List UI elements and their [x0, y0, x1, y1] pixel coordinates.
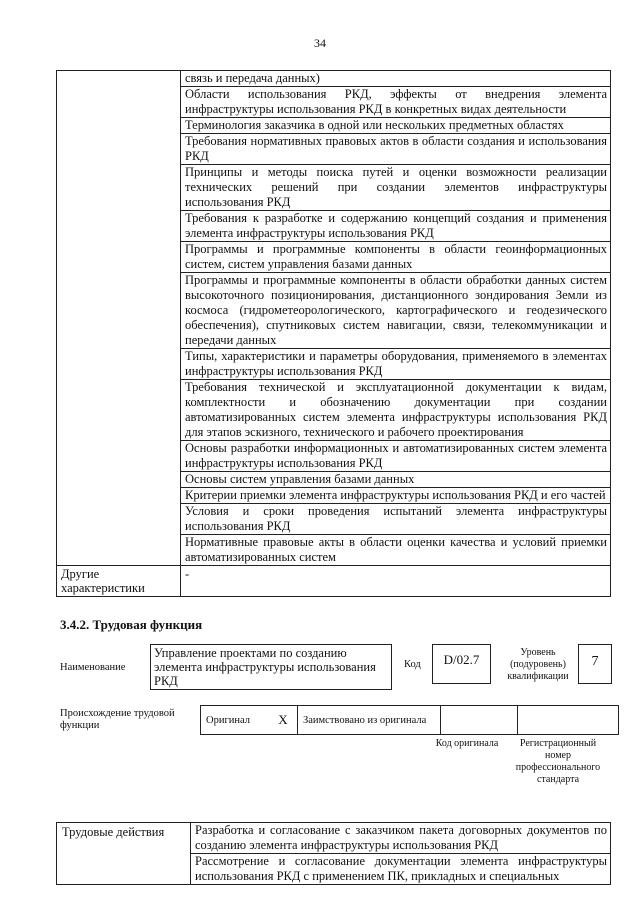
- original-mark: X: [269, 706, 298, 735]
- code-original-caption: Код оригинала: [435, 738, 499, 749]
- knowledge-item: Терминология заказчика в одной или нескольких предметных областях: [181, 118, 610, 134]
- knowledge-item: Основы систем управления базами данных: [181, 472, 610, 488]
- original-cell: Оригинал: [201, 706, 270, 735]
- other-characteristics-value: -: [181, 566, 611, 597]
- function-name-box: Управление проектами по созданию элемента инфраструктуры использования РКД: [150, 644, 392, 690]
- knowledge-label-cell: [57, 71, 181, 566]
- origin-label: Происхождение трудовой функции: [60, 708, 175, 731]
- page-number: 34: [314, 36, 326, 50]
- reg-number-caption: Регистрационный номер профессионального стандарта: [515, 738, 601, 785]
- knowledge-item: Условия и сроки проведения испытаний элемента инфраструктуры использования РКД: [181, 504, 610, 535]
- knowledge-item: Основы разработки информационных и автоматизированных систем элемента инфраструктуры использования РКД: [181, 441, 610, 472]
- name-label: Наименование: [60, 662, 126, 673]
- knowledge-list: [181, 71, 610, 565]
- function-code-box: D/02.7: [432, 644, 491, 684]
- knowledge-item: Программы и программные компоненты в области геоинформационных систем, систем управления базами данных: [181, 242, 610, 273]
- knowledge-item: Требования нормативных правовых актов в области создания и использования РКД: [181, 134, 610, 165]
- origin-row: [201, 706, 619, 735]
- knowledge-item: Принципы и методы поиска путей и оценки возможности реализации технических решений при создании элементов инфраструктуры использования РКД: [181, 165, 610, 211]
- section-title: 3.4.2. Трудовая функция: [60, 617, 203, 632]
- knowledge-item: Нормативные правовые акты в области оценки качества и условий приемки автоматизированных систем: [185, 535, 607, 564]
- knowledge-item: Программы и программные компоненты в области обработки данных систем высокоточного позиционирования, дистанционного зондирования Земли из космоса (гидрометеорологического, картографического и геодезического обеспечения), спутниковых систем навигации, связи, телекоммуникации и передачи данных: [181, 273, 610, 349]
- code-label: Код: [404, 659, 421, 670]
- knowledge-item: Типы, характеристики и параметры оборудования, применяемого в элементах инфраструктуры использования РКД: [181, 349, 610, 380]
- actions-label: Трудовые действия: [57, 823, 191, 885]
- actions-list: [191, 823, 610, 884]
- level-label: Уровень (подуровень) квалификации: [507, 647, 569, 682]
- actions-items-cell: [191, 823, 611, 885]
- code-original-cell: [441, 706, 518, 735]
- action-item: Рассмотрение и согласование документации элемента инфраструктуры использования РКД с применением ПК, прикладных и специальных: [195, 854, 607, 883]
- borrowed-cell: Заимствовано из оригинала: [298, 706, 441, 735]
- knowledge-item: Требования технической и эксплуатационной документации к видам, комплектности и обозначению документации при создании автоматизированных систем элемента инфраструктуры использования РКД для этапов эскизного, технического и рабочего проектирования: [181, 380, 610, 441]
- actions-table: [56, 822, 611, 885]
- action-item: Разработка и согласование с заказчиком пакета договорных документов по созданию элемента инфраструктуры использования РКД: [191, 823, 610, 854]
- knowledge-row: [57, 71, 611, 566]
- origin-table: [200, 705, 619, 735]
- knowledge-item: Области использования РКД, эффекты от внедрения элемента инфраструктуры использования РКД в конкретных видах деятельности: [181, 87, 610, 118]
- other-characteristics-row: [57, 566, 611, 597]
- knowledge-item: связь и передача данных): [181, 71, 610, 87]
- knowledge-items-cell: [181, 71, 611, 566]
- knowledge-item: Требования к разработке и содержанию концепций создания и применения элемента инфраструктуры использования РКД: [181, 211, 610, 242]
- reg-number-cell: [518, 706, 619, 735]
- knowledge-table: [56, 70, 611, 597]
- actions-row: [57, 823, 611, 885]
- knowledge-item: Критерии приемки элемента инфраструктуры использования РКД и его частей: [181, 488, 610, 504]
- level-box: 7: [578, 644, 612, 684]
- other-characteristics-label: Другие характеристики: [57, 566, 181, 597]
